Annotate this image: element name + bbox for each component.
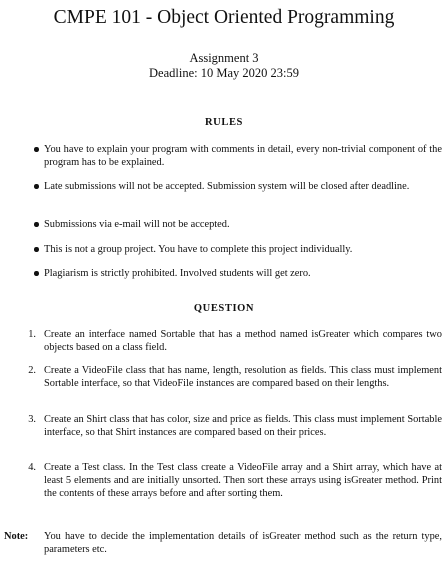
- question-heading: QUESTION: [193, 303, 255, 314]
- bullet-icon: [34, 180, 40, 186]
- question-text: Create an interface named Sortable that has a method named isGreater which compares two objects based on a class field.: [44, 329, 442, 353]
- rule-text: This is not a group project. You have to complete this project individually.: [44, 244, 353, 255]
- course-title: CMPE 101 - Object Oriented Programming: [53, 7, 395, 28]
- question-number: 4.: [28, 462, 36, 473]
- rule-text: Submissions via e-mail will not be accepted.: [44, 219, 230, 230]
- deadline: Deadline: 10 May 2020 23:59: [149, 66, 299, 80]
- bullet-icon: [34, 143, 40, 149]
- rule-text: Late submissions will not be accepted. Submission system will be closed after deadline.: [44, 181, 410, 192]
- question-number: 2.: [28, 365, 36, 376]
- question-text: Create an Shirt class that has color, size and price as fields. This class must implement Sortable interface, so that Shirt instances are compared based on their prices.: [44, 414, 442, 438]
- note-text: You have to decide the implementation details of isGreater method such as the return type, parameters etc.: [44, 531, 442, 555]
- rule-text: You have to explain your program with comments in detail, every non-trivial component of the program has to be explained.: [44, 144, 442, 168]
- rule-text: Plagiarism is strictly prohibited. Involved students will get zero.: [44, 268, 311, 279]
- bullet-icon: [34, 267, 40, 273]
- bullet-icon: [34, 243, 40, 249]
- bullet-icon: [34, 218, 40, 224]
- question-number: 3.: [28, 414, 36, 425]
- assignment-number: Assignment 3: [189, 51, 259, 65]
- question-text: Create a VideoFile class that has name, length, resolution as fields. This class must implement Sortable interface, so that VideoFile instances are compared based on their lengths.: [44, 365, 442, 389]
- rules-heading: RULES: [204, 117, 243, 128]
- question-text: Create a Test class. In the Test class create a VideoFile array and a Shirt array, which have at least 5 elements and are initially unsorted. Then sort these arrays using isGreater method. Print the contents of these arrays before and after sorting them.: [44, 462, 442, 499]
- note-label: Note:: [4, 531, 29, 542]
- question-number: 1.: [28, 329, 36, 340]
